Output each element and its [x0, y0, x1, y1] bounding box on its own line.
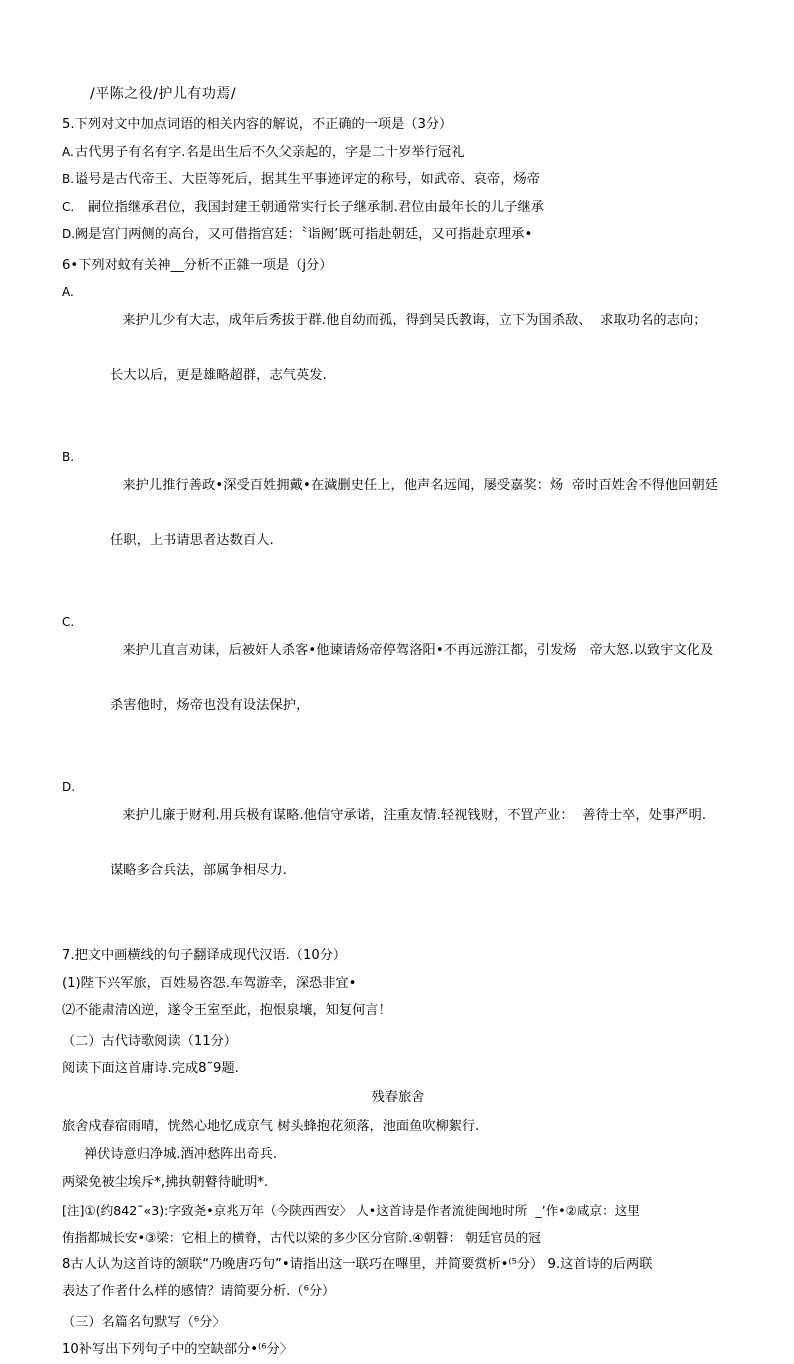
question-8-and-9-line-2: 表达了作者什么样的感情？请简要分析.（⁶分） — [62, 1284, 336, 1299]
question-6-option-a — [62, 279, 734, 444]
option-label: D. — [62, 780, 76, 794]
option-text-line-2: 长大以后，更是雄略超群，志气英发. — [110, 367, 327, 383]
option-text — [88, 774, 734, 939]
question-6-option-d — [62, 774, 734, 939]
question-5-option-d — [62, 221, 734, 249]
option-text-line-1: 来护儿少有大志，成年后秀拔于群.他自幼而孤，得到吴氏教诲，立下为国杀敌、 求取功名的志向； — [122, 312, 707, 328]
question-6-option-b — [62, 444, 734, 609]
header-fragment: /平陈之役/护儿有功焉/ — [90, 86, 237, 102]
option-label: A. — [62, 144, 74, 159]
option-text-line-1: 来护儿推行善政•深受百姓拥戴•在濊删史任上，他声名远闻，屡受嘉奖：炀 帝时百姓舍不得他回朝廷 — [122, 477, 719, 493]
section-three-heading: （三）名篇名句默写（⁶分〉 — [62, 1314, 226, 1330]
question-5-stem: 5.下列对文中加点词语的相关内容的解说，不正确的一项是（3分） — [62, 117, 453, 132]
option-label: A. — [62, 285, 74, 299]
poem-line-3: 两梁免被尘埃斥*,拂执朝瞽待眦明*. — [62, 1174, 269, 1190]
option-label: C. — [62, 199, 75, 214]
option-label: C. — [62, 615, 75, 629]
question-7-item-1: (1)陛下兴军旅，百姓易咨怨.车驾游幸，深恐非宜• — [62, 975, 357, 991]
question-8-and-9-line-1: 8古人认为这首诗的颔联“乃晚唐巧句”•请指出这一联巧在嗶里，并简要赏析•⁽⁵分） 9.这首诗的后两联 — [62, 1256, 653, 1272]
section-two-heading: （二）古代诗歌阅读（11分） — [62, 1033, 238, 1049]
poem-note-line-2: 侑指都城长安•③梁：它相上的横脊，古代以梁的多少区分官阶.④朝瞽： 朝廷官员的冠 — [62, 1229, 541, 1245]
question-7-stem: 7.把文中画横线的句子翻译成现代汉语.（10分） — [62, 948, 347, 963]
option-label: B. — [62, 450, 75, 464]
option-text — [88, 279, 734, 444]
question-7-item-2: ⑵不能肃清凶逆，遂令王室至此，抱恨泉壤，知复何言！ — [62, 1003, 392, 1018]
option-label: B. — [62, 172, 75, 186]
question-5-option-b — [62, 166, 734, 194]
option-text: 阙是宫门两侧的高台，又可借指宫廷：〝诣阙’既可指赴朝廷，又可指赴京理承• — [75, 227, 533, 242]
option-text: 古代男子有名有字.名是出生后不久父亲起的，字是二十岁举行冠礼 — [75, 144, 465, 160]
option-text — [88, 444, 734, 609]
question-6-option-c — [62, 609, 734, 774]
page-content — [62, 80, 734, 1364]
poem-title: 残春旅舍 — [371, 1089, 425, 1105]
poem-line-2: 禅伏诗意归净城.酒冲愁阵出奇兵. — [84, 1146, 278, 1162]
option-text-line-2: 杀害他时，炀帝也没有设法保护， — [110, 697, 310, 713]
option-text-line-1: 来护儿廉于财利.用兵极有谋略.他信守承诺，注重友情.轻视钱财，不罝产业： 善待士卒，处事严明. — [122, 807, 707, 823]
poem-note-line-1: [注]①(约842˜«3):字致尧•京兆万年（今陕西西安〉 人•这首诗是作者流徙闽地时所 _’作•②咸京：这里 — [62, 1202, 640, 1218]
question-5-option-c — [62, 194, 734, 222]
question-5-option-a — [62, 139, 734, 167]
question-10-stem: 10补写出下列句子中的空缺部分•⁽⁶分〉 — [62, 1342, 293, 1357]
option-text-line-2: 任职，上书请思者达数百人. — [110, 532, 274, 548]
poem-line-1: 旅舍戍春宿雨晴，恍然心地忆成京气 树头蜂抱花须落，池面鱼吹柳絮行. — [62, 1118, 480, 1134]
option-label: D. — [62, 227, 76, 241]
option-text-line-2: 谋略多合兵法，部属争相尽力. — [110, 862, 288, 878]
section-two-instruction: 阅读下面这首庸诗.完成8˜9题. — [62, 1061, 239, 1076]
option-text-line-1: 来护儿直言劝诔，后被奸人杀客•他谏请炀帝停驾洛阳•不再远游江都，引发炀 帝大怒.以致宇文化及 — [122, 642, 714, 658]
option-text: 嗣位指继承君位，我国封建王朝通常实行长子继承制.君位由最年长的儿子继承 — [88, 199, 545, 215]
option-text: 谥号是古代帝王、大臣等死后，据其生平事迹评定的称号，如武帝、哀帝，炀帝 — [75, 172, 541, 187]
option-text — [88, 609, 734, 774]
question-6-stem: 6•下列对蚊有关神__分析不正雜一项是（j分） — [62, 257, 333, 273]
